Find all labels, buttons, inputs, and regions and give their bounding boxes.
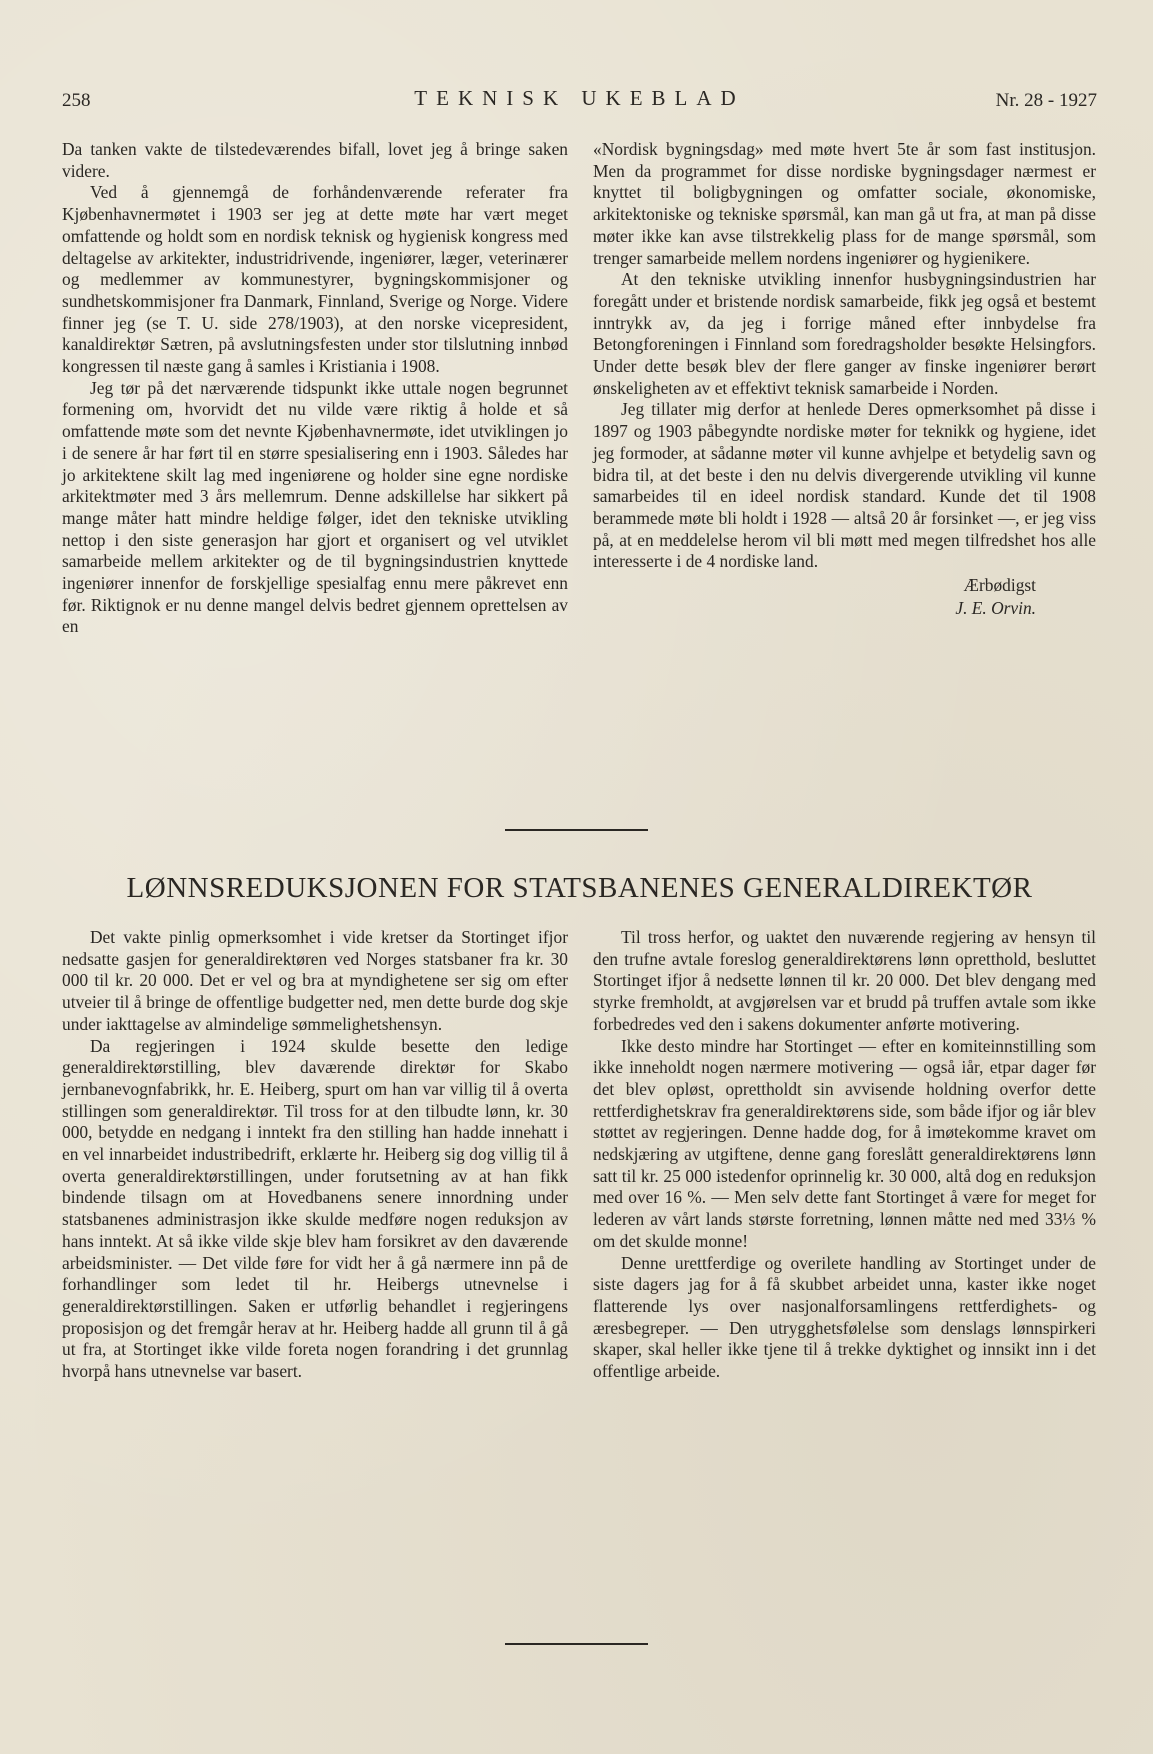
article-column-right [593,927,1096,1383]
article-column-left [62,927,568,1383]
page-header [62,86,1097,116]
letter-paragraph: Ved å gjennemgå de forhåndenværende referater fra Kjøbenhavnermøtet i 1903 ser jeg at dette møte har vært meget omfattende og holdt som en nordisk teknisk og hygienisk kongress med deltagelse av arkitekter, industridrivende, ingeniører, læger, veterinærer og medlemmer av kommunestyrer, bygningskommisjoner og sundhetskommisjoner fra Danmark, Finnland, Sverige og Norge. Videre finner jeg (se T. U. side 278/1903), at den norske vicepresident, kanaldirektør Sætren, på avslutningsfesten under stor tilslutning innbød kongressen til næste gang å samles i Kristiania i 1908. [62,182,568,377]
article-paragraph: Da regjeringen i 1924 skulde besette den ledige generaldirektørstilling, blev daværende direktør for Skabo jernbanevognfabrikk, hr. E. Heiberg, spurt om han var villig til å overta stillingen som generaldirektør. Til tross for at den tilbudte lønn, kr. 30 000, betydde en nedgang i inntekt fra den stilling han hadde innehatt i en vel innarbeidet industribedrift, erklærte hr. Heiberg sig dog villig til å overta generaldirektørstillingen, under forutsetning av at han fikk bindende tilsagn om at Hovedbanens senere innordning under statsbanenes administrasjon ikke skulde medføre nogen reduksjon av hans inntekt. At så ikke vilde skje blev ham forsikret av den daværende arbeidsminister. — Det vilde føre for vidt her å gå nærmere inn på de forhandlinger som ledet til hr. Heibergs utnevnelse i generaldirektørstillingen. Saken er utførlig behandlet i regjeringens proposisjon og det fremgår herav at hr. Heiberg hadde all grunn til å gå ut fra, at Stortinget ikke vilde foreta nogen forandring i det grunnlag hvorpå hans utnevnelse var basert. [62,1035,568,1382]
article-paragraph: Det vakte pinlig opmerksomhet i vide kretser da Stortinget ifjor nedsatte gasjen for generaldirektøren ved Norges statsbaner fra kr. 30 000 til kr. 20 000. Det er vel og bra at myndighetene ser sig om efter utveier til å bringe de offentlige budgetter ned, men dette burde dog skje under iakttagelse av almindelige sømmelighetshensyn. [62,927,568,1034]
letter-paragraph: Da tanken vakte de tilstedeværendes bifall, lovet jeg å bringe saken videre. [62,139,568,181]
issue-number: Nr. 28 - 1927 [995,90,1097,111]
letter-closing: Ærbødigst [963,575,1036,596]
letter-paragraph: «Nordisk bygningsdag» med møte hvert 5te år som fast institusjon. Men da programmet for disse nordiske bygningsdager nærmest er knyttet til boligbygningen og omfatter sociale, økonomiske, arkitektoniske og tekniske spørsmål, kan man gå ut fra, at man på disse møter ikke kan avse tilstrekkelig plass for de mange spørsmål, som trenger samarbeide mellem nordens ingeniører og hygienikere. [593,139,1096,268]
letter-column-right [593,139,1096,619]
letter-column-left [62,139,568,638]
letter-signature [593,575,1096,619]
letter-paragraph: Jeg tillater mig derfor at henlede Deres opmerksomhet på disse i 1897 og 1903 påbegyndte nordiske møter for teknikk og hygiene, idet jeg formoder, at sådanne møter vil kunne avhjelpe et betydelig savn og bidra til, at det beste i den nu delvis divergerende utvikling vil kunne samarbeides til en ideel nordisk standard. Kunde det til 1908 berammede møte bli holdt i 1928 — altså 20 år forsinket —, er jeg viss på, at en meddelelse herom vil bli møtt med megen tilfredshet hos alle interesserte i de 4 nordiske land. [593,399,1096,572]
article-paragraph: Ikke desto mindre har Stortinget — efter en komiteinnstilling som ikke inneholdt nogen nærmere motivering — også iår, etpar dager før det blev opløst, oprettholdt sin avvisende holdning overfor dette rettferdighetskrav fra generaldirektørens side, som både ifjor og iår blev støttet av regjeringen. Denne hadde dog, for å imøtekomme kravet om nedskjæring av utgiftene, denne gang foreslått generaldirektørens lønn satt til kr. 25 000 istedenfor oprinnelig kr. 30 000, altå dog en reduksjon med over 16 %. — Men selv dette fant Stortinget å være for meget for lederen av vårt lands største forretning, lønnen måtte ned med 33⅓ % om det skulde monne! [593,1035,1096,1251]
article-paragraph: Til tross herfor, og uaktet den nuværende regjering av hensyn til den trufne avtale foreslog generaldirektørens lønn opretthold, besluttet Stortinget ifjor å nedsette lønnen til kr. 20 000. Det blev dengang med styrke fremholdt, at avgjørelsen var et brudd på truffen avtale som ikke forbedredes ved den i sakens dokumenter anførte motivering. [593,927,1096,1034]
section-divider [505,829,648,831]
journal-title: TEKNISK UKEBLAD [414,86,745,110]
letter-paragraph: Jeg tør på det nærværende tidspunkt ikke uttale nogen begrunnet formening om, hvorvidt det nu vilde være riktig å holde et så omfattende møte som det nevnte Kjøbenhavnermøte, idet utviklingen jo i de senere år har ført til en større spesialisering enn i 1903. Således har jo arkitektene skilt lag med ingeniørene og holder sine egne nordiske arkitektmøter med 3 års mellemrum. Denne adskillelse har sikkert på mange måter hatt mindre heldige følger, idet den tekniske utvikling nettop i den siste generasjon har gjort et organisert og vel utviklet samarbeide mellem arkitekter og de til bygningsindustrien knyttede ingeniører innenfor de forskjellige spesialfag ennu mere påkrevet enn før. Riktignok er nu denne mangel delvis bedret gjennem oprettelsen av en [62,377,568,637]
article-headline: LØNNSREDUKSJONEN FOR STATSBANENES GENERALDIREKTØR [126,872,1033,904]
author-name: J. E. Orvin. [955,597,1036,618]
end-divider [505,1643,648,1645]
article-paragraph: Denne urettferdige og overilete handling av Stortinget under de siste dagers jag for å få skubbet arbeidet unna, kaster ikke noget flatterende lys over nasjonalforsamlingens rettferdighets- og æresbegreper. — Den utrygghetsfølelse som denslags lønnspirkeri skaper, skal heller ikke tjene til å trekke dyktighet og innsikt inn i det offentlige arbeide. [593,1252,1096,1382]
letter-paragraph: At den tekniske utvikling innenfor husbygningsindustrien har foregått under et bristende nordisk samarbeide, fikk jeg også et bestemt inntrykk av, da jeg i forrige måned efter innbydelse fra Betongforeningen i Finnland som foredragsholder besøkte Helsingfors. Under dette besøk blev der flere ganger av finske ingeniører berørt ønskeligheten av et effektivt teknisk samarbeide i Norden. [593,269,1096,398]
page-number: 258 [62,90,91,111]
